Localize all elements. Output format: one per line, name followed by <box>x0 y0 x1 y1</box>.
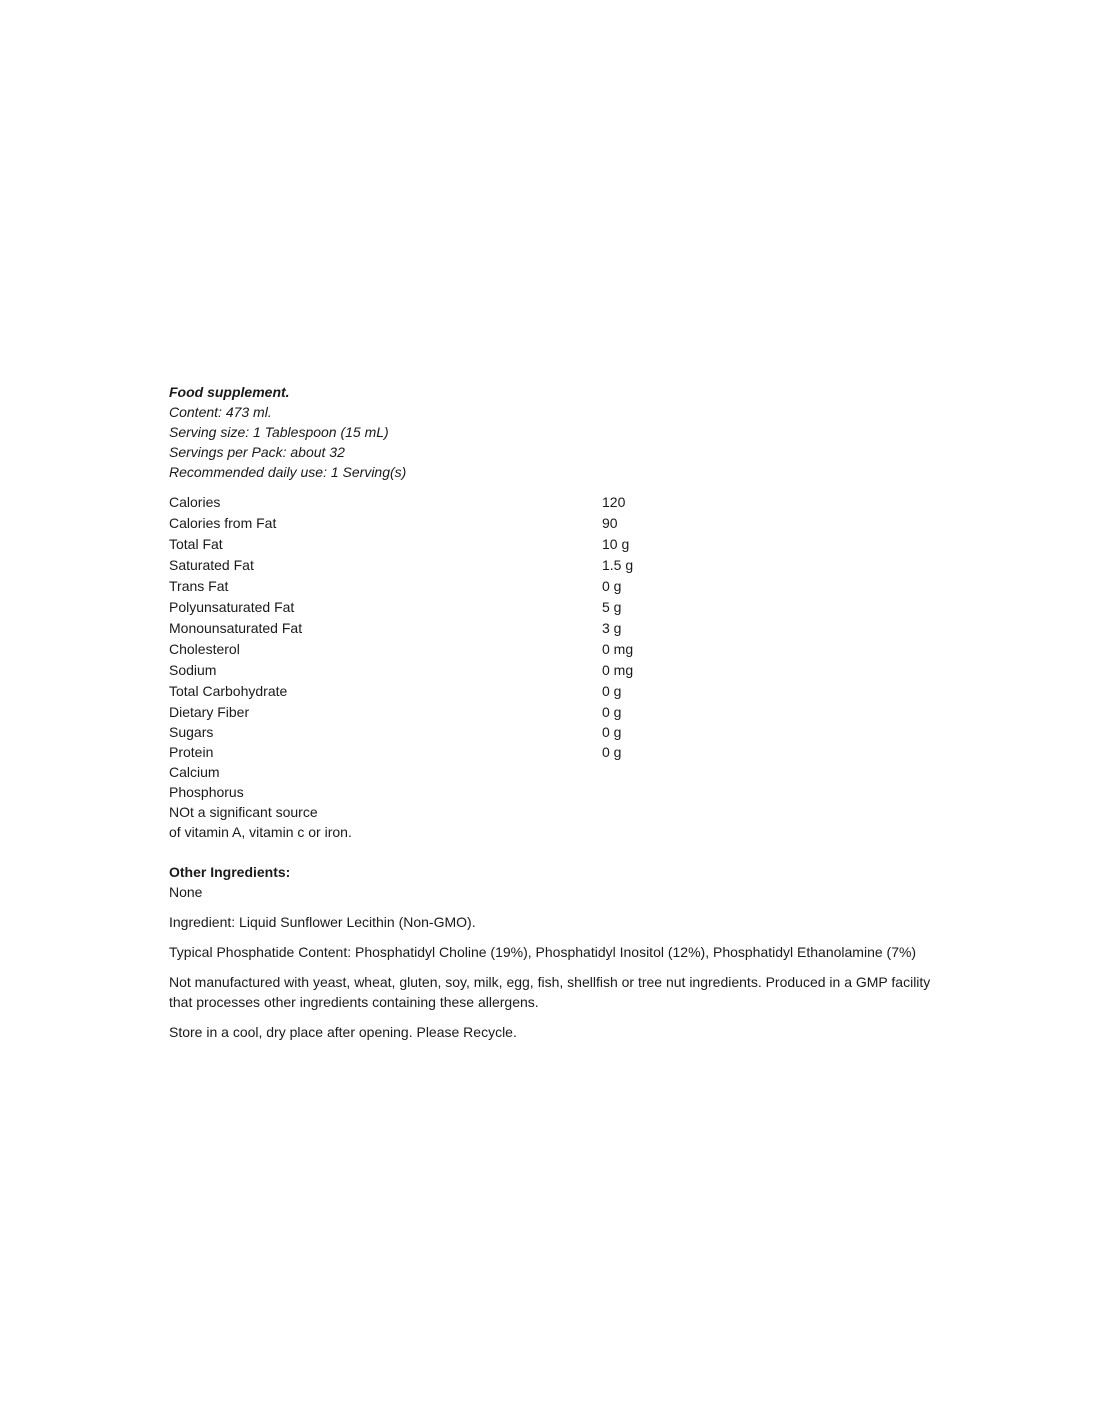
servings-per-pack: Servings per Pack: about 32 <box>169 444 345 460</box>
other-ingredients-heading: Other Ingredients: <box>169 864 291 880</box>
nutrition-row <box>169 639 949 660</box>
nutrient-value: 0 g <box>602 578 622 594</box>
nutrient-value: 0 mg <box>602 641 634 657</box>
nutrient-value: 10 g <box>602 536 630 552</box>
content-volume: Content: 473 ml. <box>169 404 272 420</box>
nutrient-value: 0 g <box>602 744 622 760</box>
nutrient-name: Sugars <box>169 724 214 740</box>
nutrition-row <box>169 492 949 513</box>
ingredient-paragraph: Ingredient: Liquid Sunflower Lecithin (Non-GMO). <box>169 914 476 930</box>
nutrition-row <box>169 513 949 534</box>
nutrition-row <box>169 681 949 702</box>
recommended-daily-use: Recommended daily use: 1 Serving(s) <box>169 464 407 480</box>
document-title: Food supplement. <box>169 384 290 400</box>
nutrient-name: Calories <box>169 494 221 510</box>
nutrient-name: Polyunsaturated Fat <box>169 599 295 615</box>
nutrition-row <box>169 555 949 576</box>
nutrient-name: Calcium <box>169 764 220 780</box>
nutrient-value <box>602 782 949 802</box>
nutrition-row <box>169 618 949 639</box>
nutrition-row <box>169 660 949 681</box>
nutrient-name: Cholesterol <box>169 641 240 657</box>
nutrient-name: Total Fat <box>169 536 223 552</box>
nutrient-value: 0 g <box>602 683 622 699</box>
nutrition-row <box>169 762 949 782</box>
nutrient-value: 90 <box>602 515 618 531</box>
nutrition-row <box>169 722 949 742</box>
nutrition-note-line1: NOt a significant source <box>169 804 318 820</box>
nutrient-name: Saturated Fat <box>169 557 254 573</box>
nutrition-row <box>169 534 949 555</box>
nutrient-name: Phosphorus <box>169 784 244 800</box>
nutrient-value: 0 g <box>602 704 622 720</box>
nutrient-name: Total Carbohydrate <box>169 683 288 699</box>
supplement-header <box>169 382 949 482</box>
phosphatide-paragraph: Typical Phosphatide Content: Phosphatidyl Choline (19%), Phosphatidyl Inositol (12%), Phosphatidyl Ethanolamine (7%) <box>169 944 917 960</box>
nutrient-name: Sodium <box>169 662 217 678</box>
nutrition-row <box>169 702 949 722</box>
nutrient-name: Dietary Fiber <box>169 704 250 720</box>
nutrition-note-line2: of vitamin A, vitamin c or iron. <box>169 824 352 840</box>
nutrient-value: 0 mg <box>602 662 634 678</box>
allergen-paragraph <box>169 972 949 1012</box>
nutrition-table <box>169 492 949 842</box>
nutrient-value: 0 g <box>602 724 622 740</box>
product-info-document <box>169 382 949 1042</box>
nutrient-value: 3 g <box>602 620 622 636</box>
nutrition-row <box>169 742 949 762</box>
other-ingredients-value: None <box>169 884 203 900</box>
allergen-line2: that processes other ingredients containing these allergens. <box>169 994 539 1010</box>
nutrient-name: Trans Fat <box>169 578 229 594</box>
nutrition-row <box>169 576 949 597</box>
nutrient-name: Monounsaturated Fat <box>169 620 303 636</box>
nutrient-value: 1.5 g <box>602 557 634 573</box>
nutrient-value: 5 g <box>602 599 622 615</box>
allergen-line1: Not manufactured with yeast, wheat, gluten, soy, milk, egg, fish, shellfish or tree nut ingredients. Produced in a GMP facility <box>169 974 931 990</box>
nutrition-row <box>169 597 949 618</box>
nutrient-name: Calories from Fat <box>169 515 277 531</box>
nutrition-row <box>169 782 949 802</box>
nutrient-name: Protein <box>169 744 214 760</box>
nutrient-value: 120 <box>602 494 626 510</box>
serving-size: Serving size: 1 Tablespoon (15 mL) <box>169 424 389 440</box>
storage-paragraph: Store in a cool, dry place after opening. Please Recycle. <box>169 1024 517 1040</box>
nutrient-value <box>602 762 949 782</box>
